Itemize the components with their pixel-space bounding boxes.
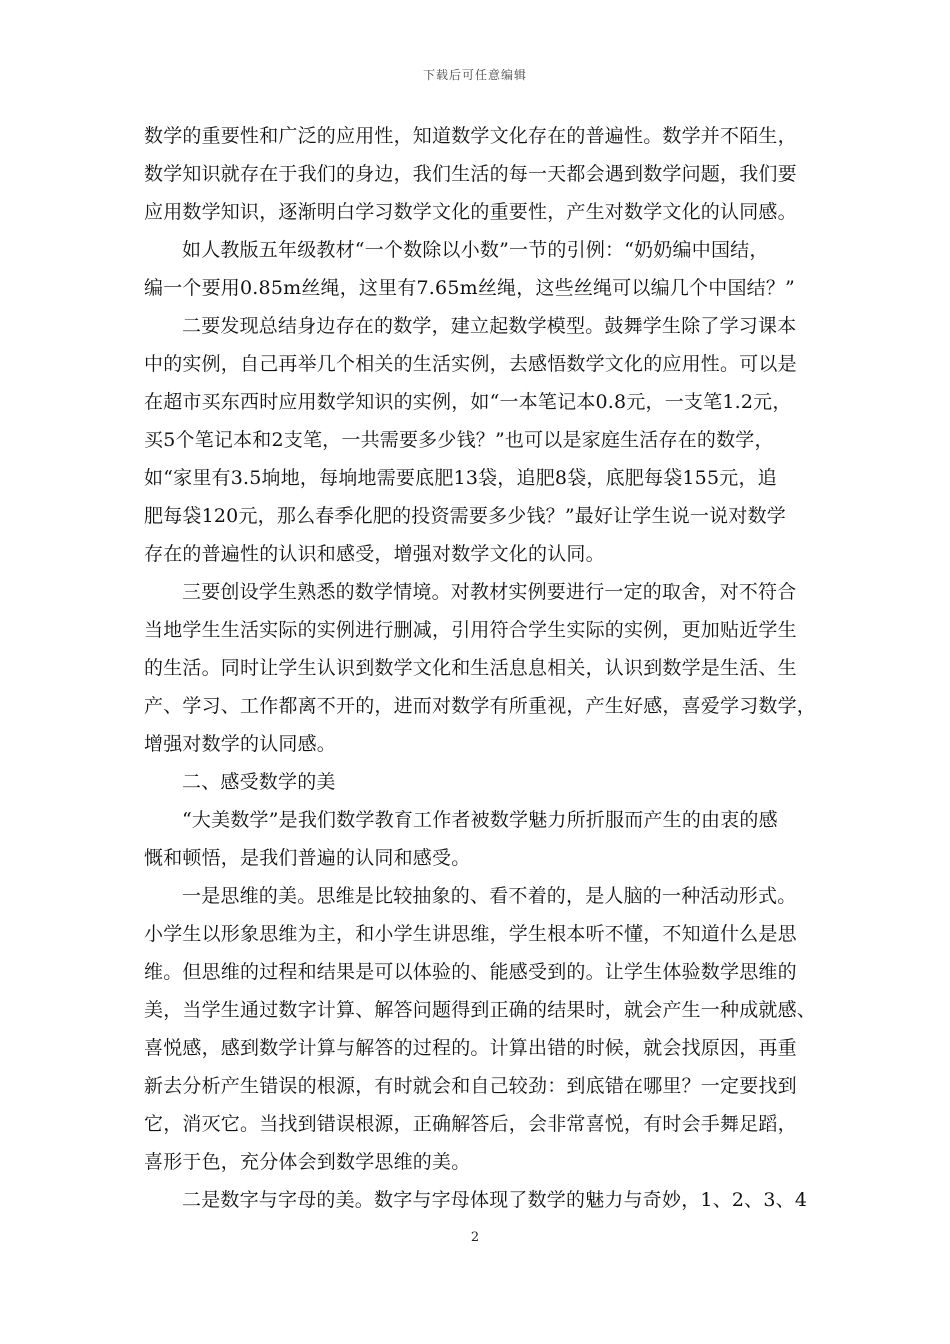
text-line: 增强对数学的认同感。 bbox=[144, 733, 337, 755]
text-line: 数学知识就存在于我们的身边，我们生活的每一天都会遇到数学问题，我们要 bbox=[144, 163, 797, 185]
text-line: 喜悦感，感到数学计算与解答的过程的。计算出错的时候，就会找原因，再重 bbox=[144, 1037, 797, 1059]
text-line: 小学生以形象思维为主，和小学生讲思维，学生根本听不懂，不知道什么是思 bbox=[144, 923, 797, 945]
page-number: 2 bbox=[470, 1230, 480, 1245]
text-line: 存在的普遍性的认识和感受，增强对数学文化的认同。 bbox=[144, 543, 605, 565]
paragraph-first-line: 二要发现总结身边存在的数学，建立起数学模型。鼓舞学生除了学习课本 bbox=[182, 315, 797, 337]
paragraph-first-line: 三要创设学生熟悉的数学情境。对教材实例要进行一定的取舍，对不符合 bbox=[182, 581, 797, 603]
text-line: 喜形于色，充分体会到数学思维的美。 bbox=[144, 1151, 471, 1173]
text-line: 新去分析产生错误的根源，有时就会和自己较劲：到底错在哪里？一定要找到 bbox=[144, 1075, 797, 1097]
paragraph-first-line: 如人教版五年级教材“一个数除以小数”一节的引例：“奶奶编中国结， bbox=[182, 239, 769, 261]
text-line: 美，当学生通过数字计算、解答问题得到正确的结果时，就会产生一种成就感、 bbox=[144, 999, 817, 1021]
text-line: 肥每袋120元，那么春季化肥的投资需要多少钱？”最好让学生说一说对数学 bbox=[144, 505, 786, 527]
section-heading: 二、感受数学的美 bbox=[182, 771, 336, 793]
text-line: 在超市买东西时应用数学知识的实例，如“一本笔记本0.8元，一支笔1.2元， bbox=[144, 391, 792, 413]
text-line: 应用数学知识，逐渐明白学习数学文化的重要性，产生对数学文化的认同感。 bbox=[144, 201, 797, 223]
paragraph-first-line: 一是思维的美。思维是比较抽象的、看不着的，是人脑的一种活动形式。 bbox=[182, 885, 797, 907]
text-line: 慨和顿悟，是我们普遍的认同和感受。 bbox=[144, 847, 471, 869]
text-line: 它，消灭它。当找到错误根源，正确解答后，会非常喜悦，有时会手舞足蹈， bbox=[144, 1113, 797, 1135]
paragraph-first-line: 二是数字与字母的美。数字与字母体现了数学的魅力与奇妙，1、2、3、4 bbox=[182, 1189, 808, 1211]
text-line: 当地学生生活实际的实例进行删减，引用符合学生实际的实例，更加贴近学生 bbox=[144, 619, 797, 641]
page-header: 下载后可任意编辑 bbox=[422, 68, 527, 82]
text-line: 维。但思维的过程和结果是可以体验的、能感受到的。让学生体验数学思维的 bbox=[144, 961, 797, 983]
text-line: 中的实例，自己再举几个相关的生活实例，去感悟数学文化的应用性。可以是 bbox=[144, 353, 797, 375]
text-line: 产、学习、工作都离不开的，进而对数学有所重视，产生好感，喜爱学习数学， bbox=[144, 695, 817, 717]
text-line: 数学的重要性和广泛的应用性，知道数学文化存在的普遍性。数学并不陌生， bbox=[144, 125, 797, 147]
text-line: 买5个笔记本和2支笔，一共需要多少钱？”也可以是家庭生活存在的数学， bbox=[144, 429, 774, 451]
paragraph-first-line: “大美数学”是我们数学教育工作者被数学魅力所折服而产生的由衷的感 bbox=[182, 809, 778, 831]
text-line: 编一个要用0.85m丝绳，这里有7.65m丝绳，这些丝绳可以编几个中国结？” bbox=[144, 277, 795, 299]
text-line: 如“家里有3.5垧地，每垧地需要底肥13袋，追肥8袋，底肥每袋155元，追 bbox=[144, 467, 777, 489]
text-line: 的生活。同时让学生认识到数学文化和生活息息相关，认识到数学是生活、生 bbox=[144, 657, 797, 679]
